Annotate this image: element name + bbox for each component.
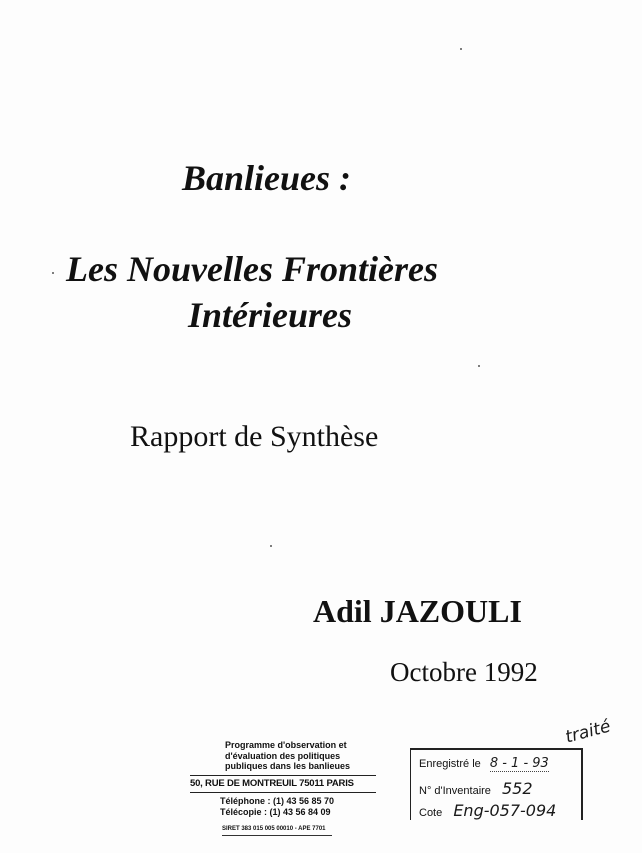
- stamp-divider: [190, 775, 376, 776]
- stamp-organization: [190, 740, 376, 772]
- cote-label: Cote: [419, 807, 443, 819]
- scan-speck: [460, 48, 462, 50]
- title-line-1: Banlieues :: [182, 158, 352, 198]
- registration-box: [410, 748, 583, 820]
- scan-speck: [52, 272, 54, 274]
- stamp-divider-2: [190, 792, 376, 793]
- scan-speck: [478, 365, 480, 367]
- stamp-phone: Téléphone : (1) 43 56 85 70: [220, 795, 335, 806]
- report-subtitle: Rapport de Synthèse: [130, 420, 379, 453]
- scan-speck: [270, 545, 272, 547]
- publication-date: Octobre 1992: [390, 657, 538, 687]
- stamp-org-line-1: Programme d'observation et: [225, 740, 347, 750]
- stamp-siret: SIRET 383 015 005 00010 - APE 7701: [222, 825, 326, 832]
- cote-row: [419, 801, 556, 820]
- title-line-2: Les Nouvelles Frontières: [66, 249, 438, 289]
- author-name: Adil JAZOULI: [313, 593, 522, 629]
- organization-stamp: [190, 740, 376, 836]
- title-line-3: Intérieures: [188, 295, 353, 335]
- stamp-org-line-3: publiques dans les banlieues: [225, 761, 351, 771]
- stamp-fax: Télécopie : (1) 43 56 84 09: [220, 806, 331, 817]
- registered-value: 8 - 1 - 93: [489, 756, 549, 771]
- stamp-address: 50, RUE DE MONTREUIL 75011 PARIS: [190, 777, 354, 789]
- stamp-contact: [190, 796, 376, 818]
- stamp-bottom-rule: [222, 835, 332, 836]
- inventory-label: N° d'Inventaire: [419, 785, 491, 797]
- registered-label: Enregistré le: [419, 758, 481, 770]
- stamp-org-line-2: d'évaluation des politiques: [225, 750, 341, 761]
- inventory-value: 552: [502, 779, 533, 798]
- registered-row: [419, 756, 549, 772]
- cote-value: Eng-057-094: [453, 801, 557, 820]
- inventory-row: [419, 779, 533, 798]
- handwritten-annotation: traité: [563, 716, 613, 748]
